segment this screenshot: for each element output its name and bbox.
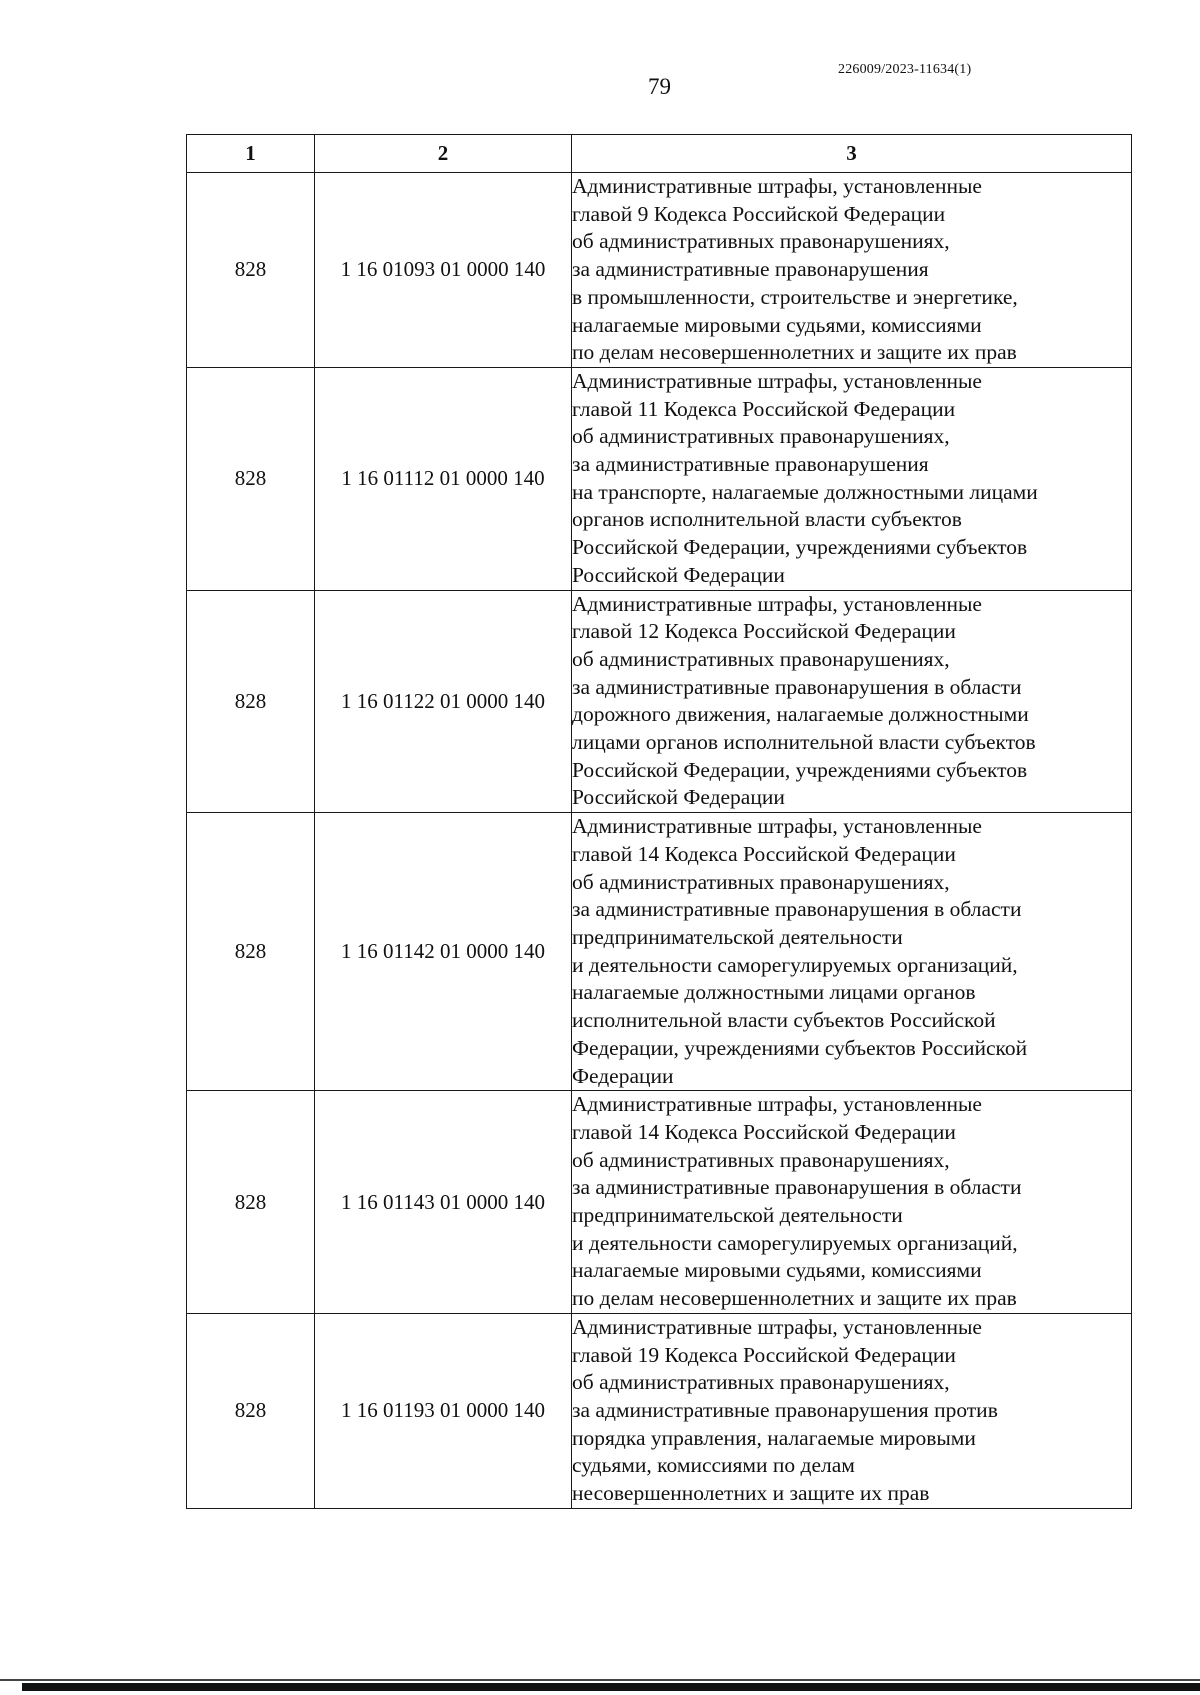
description-cell [572, 173, 1132, 368]
description-cell [572, 813, 1132, 1091]
admin-code-cell: 828 [187, 367, 315, 590]
description-line: Административные штрафы, установленные [572, 591, 982, 616]
description-line: главой 19 Кодекса Российской Федерации [572, 1342, 956, 1367]
budget-classification-code-cell: 1 16 01122 01 0000 140 [315, 590, 572, 813]
description-line: Российской Федерации [572, 562, 785, 587]
description-cell [572, 590, 1132, 813]
description-line: в промышленности, строительстве и энергетике, [572, 284, 1018, 309]
table-body [187, 173, 1132, 1509]
description-line: налагаемые должностными лицами органов [572, 980, 976, 1005]
description-line: Российской Федерации, учреждениями субъектов [572, 757, 1028, 782]
description-line: за административные правонарушения в области [572, 674, 1022, 699]
description-line: главой 11 Кодекса Российской Федерации [572, 396, 956, 421]
table-row [187, 367, 1132, 590]
description-line: и деятельности саморегулируемых организаций, [572, 952, 1018, 977]
description-line: и деятельности саморегулируемых организаций, [572, 1230, 1018, 1255]
description-line: за административные правонарушения в области [572, 1175, 1022, 1200]
description-line: Российской Федерации, учреждениями субъектов [572, 535, 1028, 560]
admin-code-cell: 828 [187, 1313, 315, 1508]
description-cell [572, 367, 1132, 590]
description-line: Административные штрафы, установленные [572, 1314, 982, 1339]
description-line: дорожного движения, налагаемые должностными [572, 702, 1029, 727]
table-row [187, 173, 1132, 368]
description-line: Административные штрафы, установленные [572, 368, 982, 393]
admin-code-cell: 828 [187, 813, 315, 1091]
table-row [187, 1091, 1132, 1314]
description-line: лицами органов исполнительной власти субъектов [572, 730, 1036, 755]
budget-code-table [186, 134, 1132, 1509]
table-row [187, 590, 1132, 813]
description-line: об административных правонарушениях, [572, 646, 950, 671]
description-line: предпринимательской деятельности [572, 924, 903, 949]
description-line: несовершеннолетних и защите их прав [572, 1481, 930, 1506]
description-line: по делам несовершеннолетних и защите их прав [572, 1286, 1017, 1311]
admin-code-cell: 828 [187, 1091, 315, 1314]
description-line: Федерации [572, 1063, 674, 1088]
description-line: по делам несовершеннолетних и защите их прав [572, 340, 1017, 365]
budget-classification-code-cell: 1 16 01142 01 0000 140 [315, 813, 572, 1091]
description-line: предпринимательской деятельности [572, 1203, 903, 1228]
description-line: судьями, комиссиями по делам [572, 1453, 855, 1478]
description-line: главой 9 Кодекса Российской Федерации [572, 201, 946, 226]
description-line: главой 14 Кодекса Российской Федерации [572, 841, 956, 866]
budget-classification-code-cell: 1 16 01143 01 0000 140 [315, 1091, 572, 1314]
description-line: Российской Федерации [572, 785, 785, 810]
description-line: органов исполнительной власти субъектов [572, 507, 962, 532]
description-line: на транспорте, налагаемые должностными лицами [572, 479, 1038, 504]
description-line: налагаемые мировыми судьями, комиссиями [572, 1258, 982, 1283]
page-number: 79 [648, 74, 671, 99]
column-header-3: 3 [572, 135, 1132, 173]
description-line: налагаемые мировыми судьями, комиссиями [572, 312, 982, 337]
budget-classification-code-cell: 1 16 01093 01 0000 140 [315, 173, 572, 368]
description-line: Административные штрафы, установленные [572, 1092, 982, 1117]
description-line: за административные правонарушения против [572, 1397, 998, 1422]
scan-edge-bar [22, 1683, 1200, 1691]
description-line: об административных правонарушениях, [572, 1147, 950, 1172]
description-line: Административные штрафы, установленные [572, 814, 982, 839]
description-line: за административные правонарушения в области [572, 897, 1022, 922]
description-line: порядка управления, налагаемые мировыми [572, 1425, 976, 1450]
table-row [187, 813, 1132, 1091]
document-id: 226009/2023-11634(1) [838, 62, 972, 77]
budget-classification-code-cell: 1 16 01193 01 0000 140 [315, 1313, 572, 1508]
description-line: об административных правонарушениях, [572, 424, 950, 449]
description-line: Федерации, учреждениями субъектов Российской [572, 1035, 1028, 1060]
scan-edge-line [0, 1679, 1200, 1681]
description-line: об административных правонарушениях, [572, 869, 950, 894]
description-line: за административные правонарушения [572, 452, 929, 477]
column-header-1: 1 [187, 135, 315, 173]
admin-code-cell: 828 [187, 173, 315, 368]
description-line: главой 14 Кодекса Российской Федерации [572, 1119, 956, 1144]
admin-code-cell: 828 [187, 590, 315, 813]
table-header-row [187, 135, 1132, 173]
table-row [187, 1313, 1132, 1508]
column-header-2: 2 [315, 135, 572, 173]
description-line: об административных правонарушениях, [572, 1370, 950, 1395]
description-cell [572, 1313, 1132, 1508]
description-line: исполнительной власти субъектов Российской [572, 1008, 996, 1033]
description-cell [572, 1091, 1132, 1314]
description-line: об административных правонарушениях, [572, 229, 950, 254]
description-line: за административные правонарушения [572, 257, 929, 282]
description-line: главой 12 Кодекса Российской Федерации [572, 619, 956, 644]
description-line: Административные штрафы, установленные [572, 174, 982, 198]
budget-classification-code-cell: 1 16 01112 01 0000 140 [315, 367, 572, 590]
